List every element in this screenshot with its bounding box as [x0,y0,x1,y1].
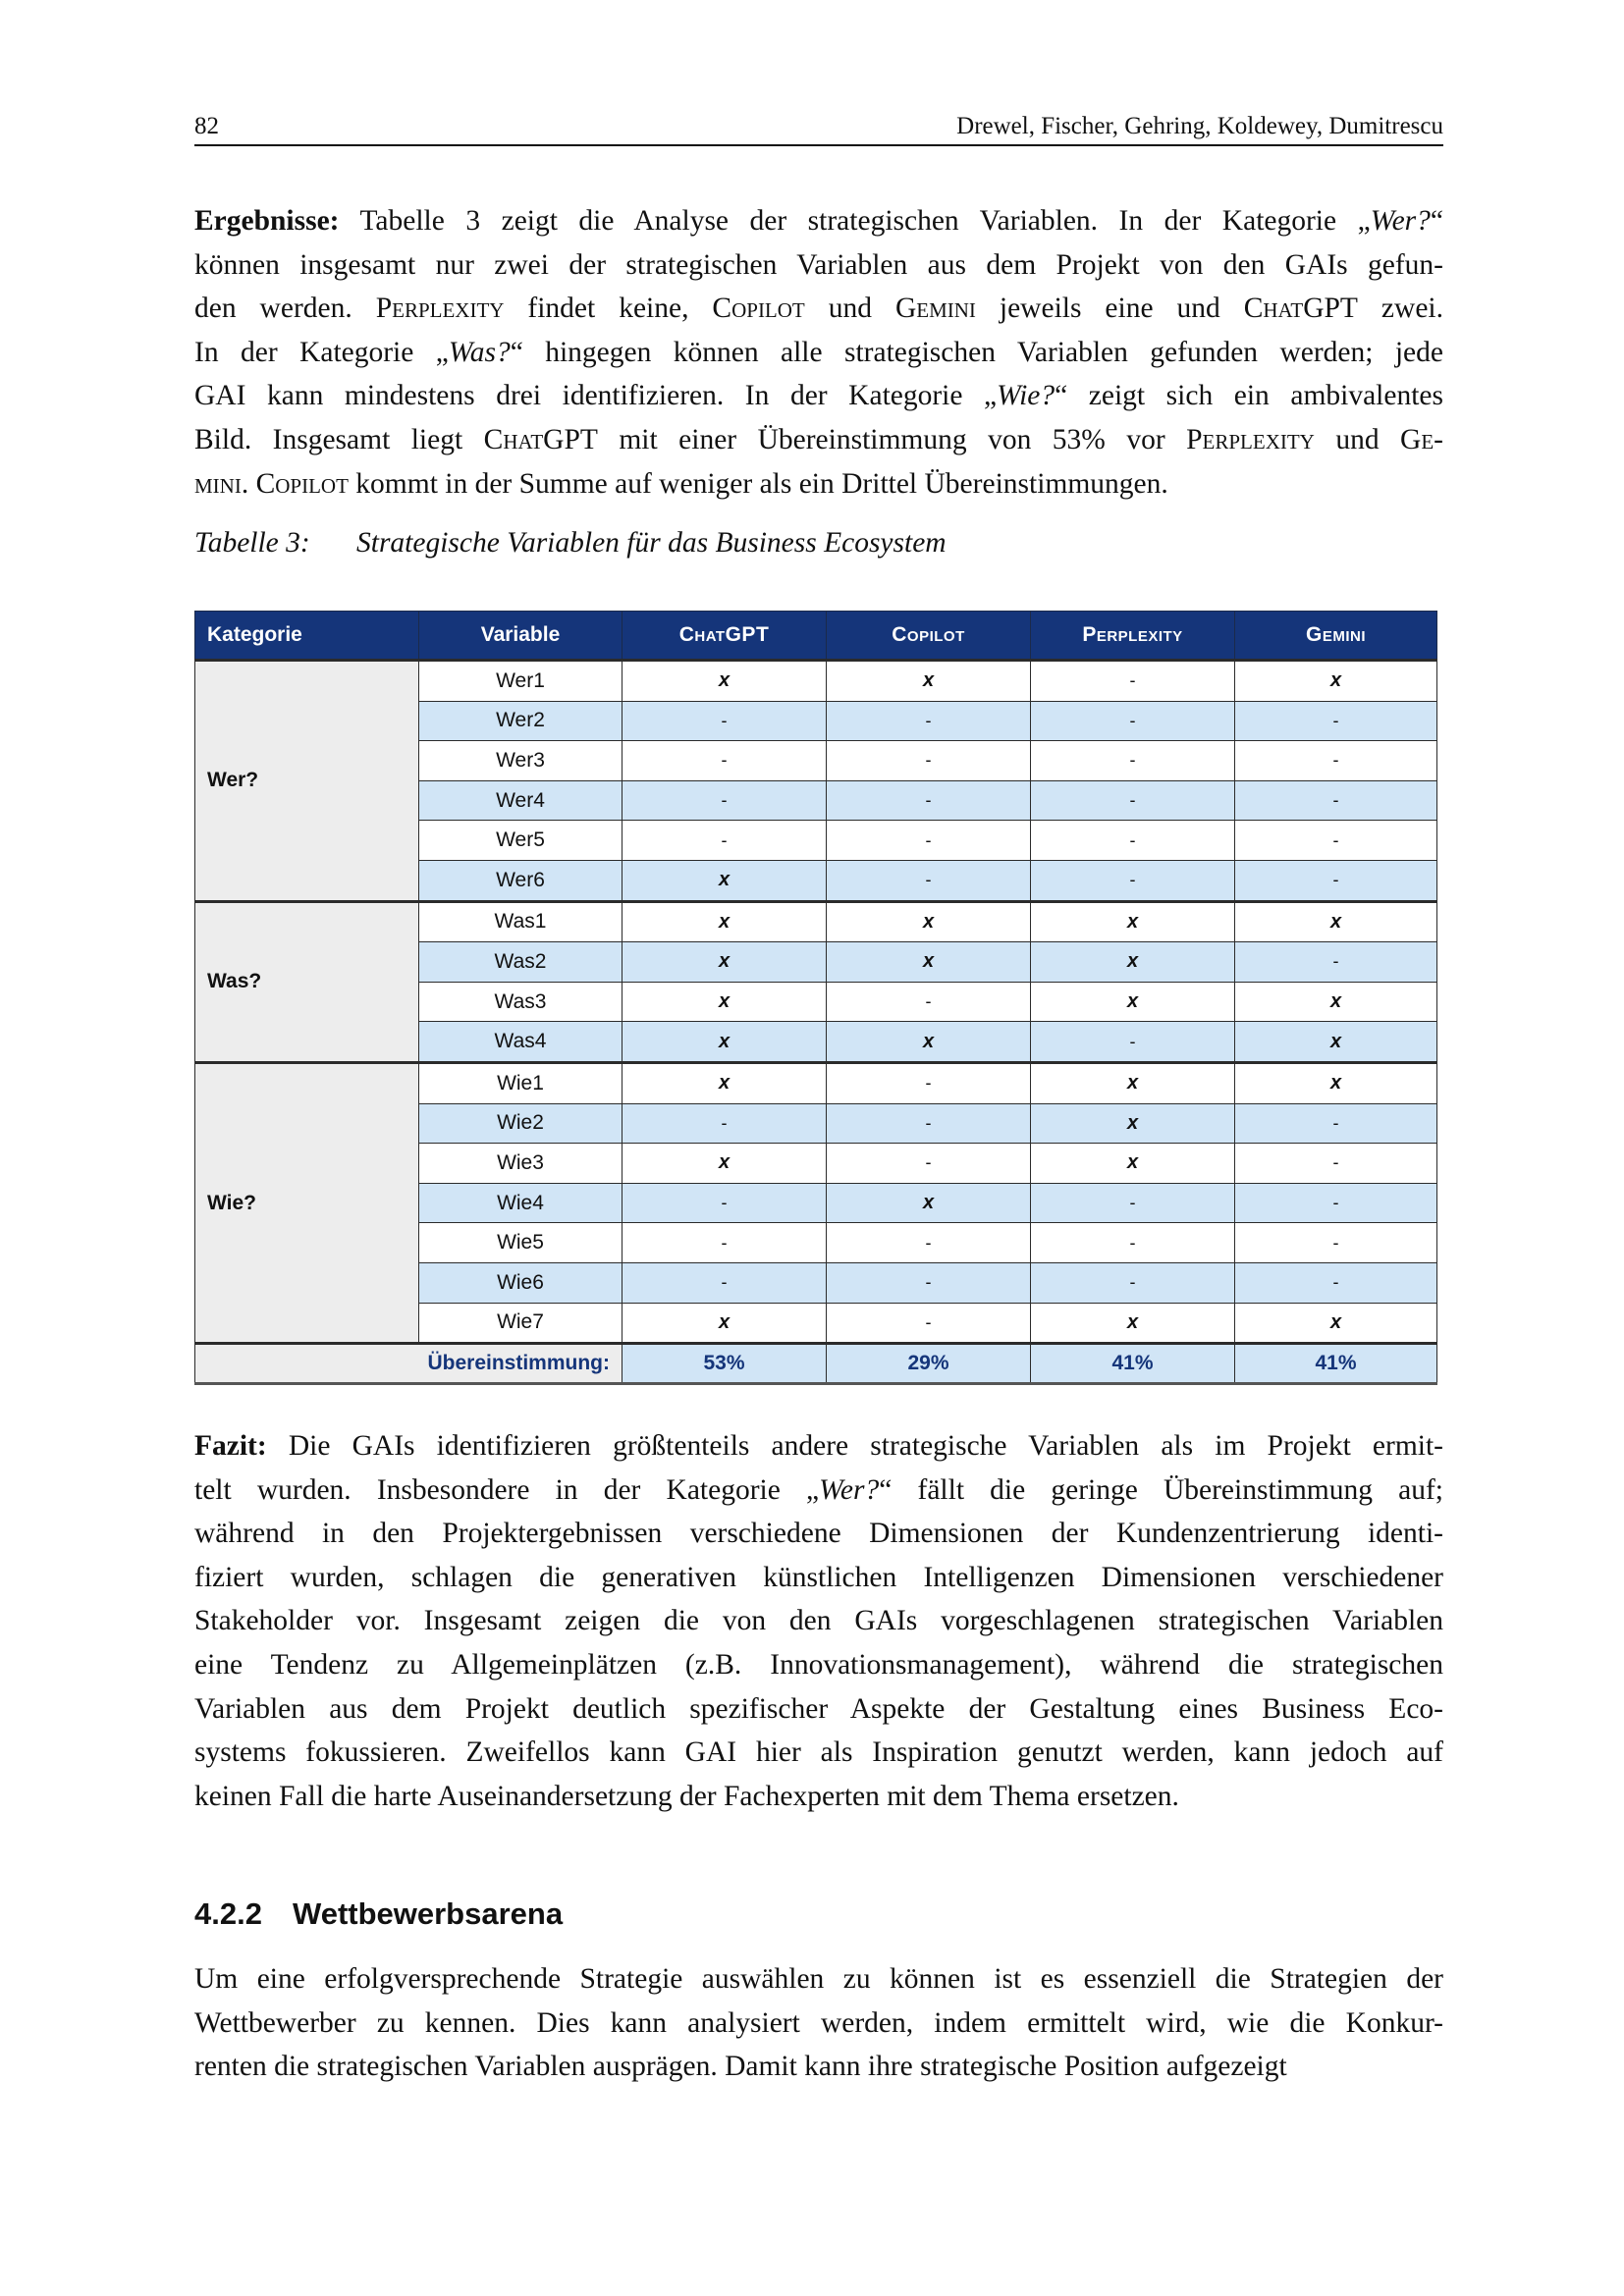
text-line: Um eine erfolgversprechende Strategie auswählen zu können ist es essenziell die Strategien der [194,1963,1443,1995]
variable-cell: Was4 [419,1022,623,1063]
text-line: renten die strategischen Variablen ausprägen. Damit kann ihre strategische Position aufgezeigt [194,2051,1287,2083]
caption-title: Strategische Variablen für das Business Ecosystem [356,527,947,559]
results-paragraph [194,199,1443,506]
category-cell: Wie? [195,1062,419,1343]
no-match-mark: - [623,1183,827,1223]
table-body [195,661,1437,1384]
text-line: mini. Copilot kommt in der Summe auf weniger als ein Drittel Übereinstimmungen. [194,467,1168,500]
no-match-mark: - [1235,701,1437,741]
match-mark: x [1235,1022,1437,1063]
match-mark: x [623,860,827,901]
match-mark: x [1031,1303,1235,1344]
table-caption [194,527,947,560]
match-mark: x [623,1303,827,1344]
section-number: 4.2.2 [194,1896,262,1931]
no-match-mark: - [827,780,1031,821]
match-mark: x [1031,901,1235,942]
no-match-mark: - [1235,821,1437,861]
section-paragraph [194,1957,1443,2089]
no-match-mark: - [1031,821,1235,861]
no-match-mark: - [1235,1183,1437,1223]
no-match-mark: - [827,1062,1031,1103]
no-match-mark: - [1235,1262,1437,1303]
page-number: 82 [194,113,219,139]
no-match-mark: - [623,1103,827,1144]
variable-cell: Wer4 [419,780,623,821]
text-line: eine Tendenz zu Allgemeinplätzen (z.B. Innovationsmanagement), während die strategischen [194,1648,1443,1681]
table-row [195,901,1437,942]
match-mark: x [1235,982,1437,1022]
match-mark: x [623,661,827,702]
variable-cell: Wie5 [419,1223,623,1263]
text-line: keinen Fall die harte Auseinandersetzung der Fachexperten mit dem Thema ersetzen. [194,1780,1179,1812]
match-mark: x [623,1144,827,1184]
variable-cell: Wer1 [419,661,623,702]
summary-value: 41% [1235,1344,1437,1384]
text-line: systems fokussieren. Zweifellos kann GAI hier als Inspiration genutzt werden, kann jedoch auf [194,1736,1443,1769]
header-chatgpt: ChatGPT [623,612,827,661]
text-line: Variablen aus dem Projekt deutlich spezifischer Aspekte der Gestaltung eines Business Eco- [194,1692,1443,1725]
match-mark: x [827,1183,1031,1223]
category-cell: Wer? [195,661,419,902]
match-mark: x [1031,1103,1235,1144]
text-line: GAI kann mindestens drei identifizieren. In der Kategorie „Wie?“ zeigt sich ein ambivalentes [194,380,1443,412]
header-perplexity: Perplexity [1031,612,1235,661]
section-heading [194,1896,563,1932]
no-match-mark: - [623,780,827,821]
section-title: Wettbewerbsarena [293,1896,564,1931]
no-match-mark: - [1031,1183,1235,1223]
text-line: den werden. Perplexity findet keine, Copilot und Gemini jeweils eine und ChatGPT zwei. [194,293,1443,325]
no-match-mark: - [1031,860,1235,901]
no-match-mark: - [827,701,1031,741]
variable-cell: Wer3 [419,741,623,781]
match-mark: x [1031,1144,1235,1184]
no-match-mark: - [1235,942,1437,983]
variable-cell: Was1 [419,901,623,942]
no-match-mark: - [827,1262,1031,1303]
text-line: Ergebnisse: Tabelle 3 zeigt die Analyse der strategischen Variablen. In der Kategorie „Wer?“ [194,205,1443,237]
no-match-mark: - [827,1144,1031,1184]
text-line: Stakeholder vor. Insgesamt zeigen die von den GAIs vorgeschlagenen strategischen Variablen [194,1605,1443,1637]
no-match-mark: - [623,1262,827,1303]
no-match-mark: - [1235,741,1437,781]
match-mark: x [1235,901,1437,942]
match-mark: x [1031,1062,1235,1103]
variable-cell: Wie7 [419,1303,623,1344]
no-match-mark: - [1031,1022,1235,1063]
text-line: In der Kategorie „Was?“ hingegen können alle strategischen Variablen gefunden werden; jede [194,336,1443,368]
match-mark: x [623,942,827,983]
no-match-mark: - [827,1103,1031,1144]
variable-cell: Wer2 [419,701,623,741]
variable-cell: Was3 [419,982,623,1022]
header-gemini: Gemini [1235,612,1437,661]
text-line: können insgesamt nur zwei der strategischen Variablen aus dem Projekt von den GAIs gefun- [194,248,1443,281]
match-mark: x [827,942,1031,983]
no-match-mark: - [1031,1223,1235,1263]
match-mark: x [1235,1303,1437,1344]
variable-cell: Wie3 [419,1144,623,1184]
no-match-mark: - [623,1223,827,1263]
summary-label: Übereinstimmung: [195,1344,623,1384]
match-mark: x [827,661,1031,702]
no-match-mark: - [1235,1223,1437,1263]
text-line: fiziert wurden, schlagen die generativen künstlichen Intelligenzen Dimensionen verschiedener [194,1561,1443,1593]
table-header-row [195,612,1437,661]
no-match-mark: - [623,821,827,861]
variable-cell: Wer6 [419,860,623,901]
variable-cell: Wie1 [419,1062,623,1103]
no-match-mark: - [1031,1262,1235,1303]
fazit-paragraph [194,1424,1443,1818]
header-copilot: Copilot [827,612,1031,661]
caption-label: Tabelle 3: [194,527,310,559]
text-line: Fazit: Die GAIs identifizieren größtenteils andere strategische Variablen als im Projekt ermit- [194,1430,1443,1462]
variable-cell: Wer5 [419,821,623,861]
strategic-variables-table [194,611,1437,1385]
no-match-mark: - [827,982,1031,1022]
text-line: Wettbewerber zu kennen. Dies kann analysiert werden, indem ermittelt wird, wie die Konkur- [194,2006,1443,2039]
no-match-mark: - [827,1223,1031,1263]
no-match-mark: - [1235,1144,1437,1184]
variable-cell: Wie2 [419,1103,623,1144]
author-line: Drewel, Fischer, Gehring, Koldewey, Dumitrescu [956,113,1443,139]
match-mark: x [623,1022,827,1063]
match-mark: x [1235,661,1437,702]
no-match-mark: - [1235,780,1437,821]
header-kategorie: Kategorie [195,612,419,661]
running-header [194,111,1443,146]
no-match-mark: - [623,741,827,781]
variable-cell: Wie6 [419,1262,623,1303]
no-match-mark: - [1031,701,1235,741]
no-match-mark: - [1235,1103,1437,1144]
text-line: telt wurden. Insbesondere in der Kategorie „Wer?“ fällt die geringe Übereinstimmung auf; [194,1473,1443,1506]
text-line: während in den Projektergebnissen verschiedene Dimensionen der Kundenzentrierung identi- [194,1518,1443,1550]
text-line: Bild. Insgesamt liegt ChatGPT mit einer Übereinstimmung von 53% vor Perplexity und Ge- [194,423,1444,455]
table-row [195,1062,1437,1103]
match-mark: x [827,1022,1031,1063]
table-row [195,661,1437,702]
no-match-mark: - [827,741,1031,781]
no-match-mark: - [1235,860,1437,901]
summary-value: 41% [1031,1344,1235,1384]
variable-cell: Was2 [419,942,623,983]
summary-value: 53% [623,1344,827,1384]
variable-cell: Wie4 [419,1183,623,1223]
match-mark: x [1031,982,1235,1022]
match-mark: x [623,901,827,942]
no-match-mark: - [827,860,1031,901]
no-match-mark: - [1031,661,1235,702]
match-mark: x [623,982,827,1022]
summary-value: 29% [827,1344,1031,1384]
match-mark: x [1235,1062,1437,1103]
match-mark: x [623,1062,827,1103]
no-match-mark: - [827,821,1031,861]
match-mark: x [827,901,1031,942]
header-variable: Variable [419,612,623,661]
no-match-mark: - [1031,741,1235,781]
summary-row [195,1344,1437,1384]
no-match-mark: - [623,701,827,741]
category-cell: Was? [195,901,419,1062]
no-match-mark: - [827,1303,1031,1344]
no-match-mark: - [1031,780,1235,821]
match-mark: x [1031,942,1235,983]
